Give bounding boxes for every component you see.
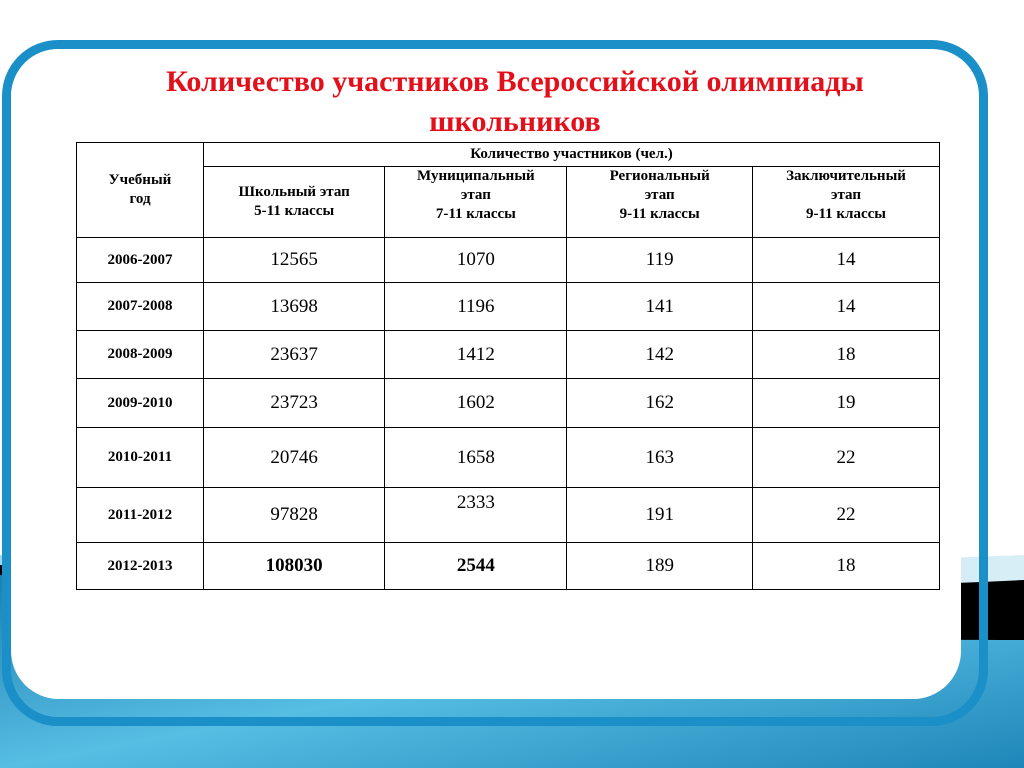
header-school-line2: 5-11 классы xyxy=(254,203,335,219)
table-row xyxy=(77,428,940,488)
cell-final: 22 xyxy=(753,488,940,543)
cell-school: 97828 xyxy=(203,488,384,543)
table-row xyxy=(77,331,940,379)
table-row xyxy=(77,543,940,590)
cell-regional: 189 xyxy=(567,543,753,590)
header-municipal-line1: Муниципальный xyxy=(417,168,535,184)
cell-final: 22 xyxy=(753,428,940,488)
cell-year: 2011-2012 xyxy=(77,488,204,543)
cell-municipal: 1602 xyxy=(385,379,567,428)
cell-final: 18 xyxy=(753,543,940,590)
header-final-stage xyxy=(753,167,940,238)
cell-regional: 119 xyxy=(567,238,753,283)
table-row xyxy=(77,379,940,428)
cell-year: 2008-2009 xyxy=(77,331,204,379)
cell-year: 2007-2008 xyxy=(77,283,204,331)
header-group: Количество участников (чел.) xyxy=(203,143,939,167)
header-municipal-line2: этап xyxy=(460,187,491,203)
header-final-line2: этап xyxy=(831,187,861,203)
header-school-line1: Школьный этап xyxy=(238,184,350,200)
header-year-line2: год xyxy=(129,191,151,207)
header-year-line1: Учебный xyxy=(108,172,172,188)
header-final-line3: 9-11 классы xyxy=(806,206,887,222)
cell-regional: 163 xyxy=(567,428,753,488)
cell-final: 18 xyxy=(753,331,940,379)
table-row xyxy=(77,238,940,283)
cell-regional: 162 xyxy=(567,379,753,428)
cell-school: 23723 xyxy=(203,379,384,428)
cell-final: 14 xyxy=(753,283,940,331)
header-regional-stage xyxy=(567,167,753,238)
cell-final: 14 xyxy=(753,238,940,283)
cell-school: 20746 xyxy=(203,428,384,488)
cell-municipal: 1070 xyxy=(385,238,567,283)
cell-municipal: 1658 xyxy=(385,428,567,488)
cell-municipal: 1412 xyxy=(385,331,567,379)
header-school-stage xyxy=(203,167,384,238)
cell-school: 23637 xyxy=(203,331,384,379)
cell-school: 12565 xyxy=(203,238,384,283)
cell-municipal: 1196 xyxy=(385,283,567,331)
cell-year: 2012-2013 xyxy=(77,543,204,590)
header-regional-line3: 9-11 классы xyxy=(619,206,700,222)
cell-year: 2006-2007 xyxy=(77,238,204,283)
cell-year: 2010-2011 xyxy=(77,428,204,488)
slide-title xyxy=(80,62,950,142)
cell-municipal: 2333 xyxy=(385,488,567,543)
cell-school: 108030 xyxy=(203,543,384,590)
cell-school: 13698 xyxy=(203,283,384,331)
cell-regional: 142 xyxy=(567,331,753,379)
header-municipal-stage xyxy=(385,167,567,238)
cell-year: 2009-2010 xyxy=(77,379,204,428)
title-line-1: Количество участников Всероссийской олимпиады xyxy=(166,65,864,98)
header-regional-line2: этап xyxy=(644,187,675,203)
cell-regional: 141 xyxy=(567,283,753,331)
cell-regional: 191 xyxy=(567,488,753,543)
header-year xyxy=(77,143,204,238)
header-regional-line1: Региональный xyxy=(609,168,710,184)
table-row xyxy=(77,488,940,543)
table-row xyxy=(77,283,940,331)
header-municipal-line3: 7-11 классы xyxy=(435,206,516,222)
participants-table xyxy=(76,142,940,590)
cell-municipal: 2544 xyxy=(385,543,567,590)
title-line-2: школьников xyxy=(429,105,601,138)
header-final-line1: Заключительный xyxy=(786,168,906,184)
cell-final: 19 xyxy=(753,379,940,428)
